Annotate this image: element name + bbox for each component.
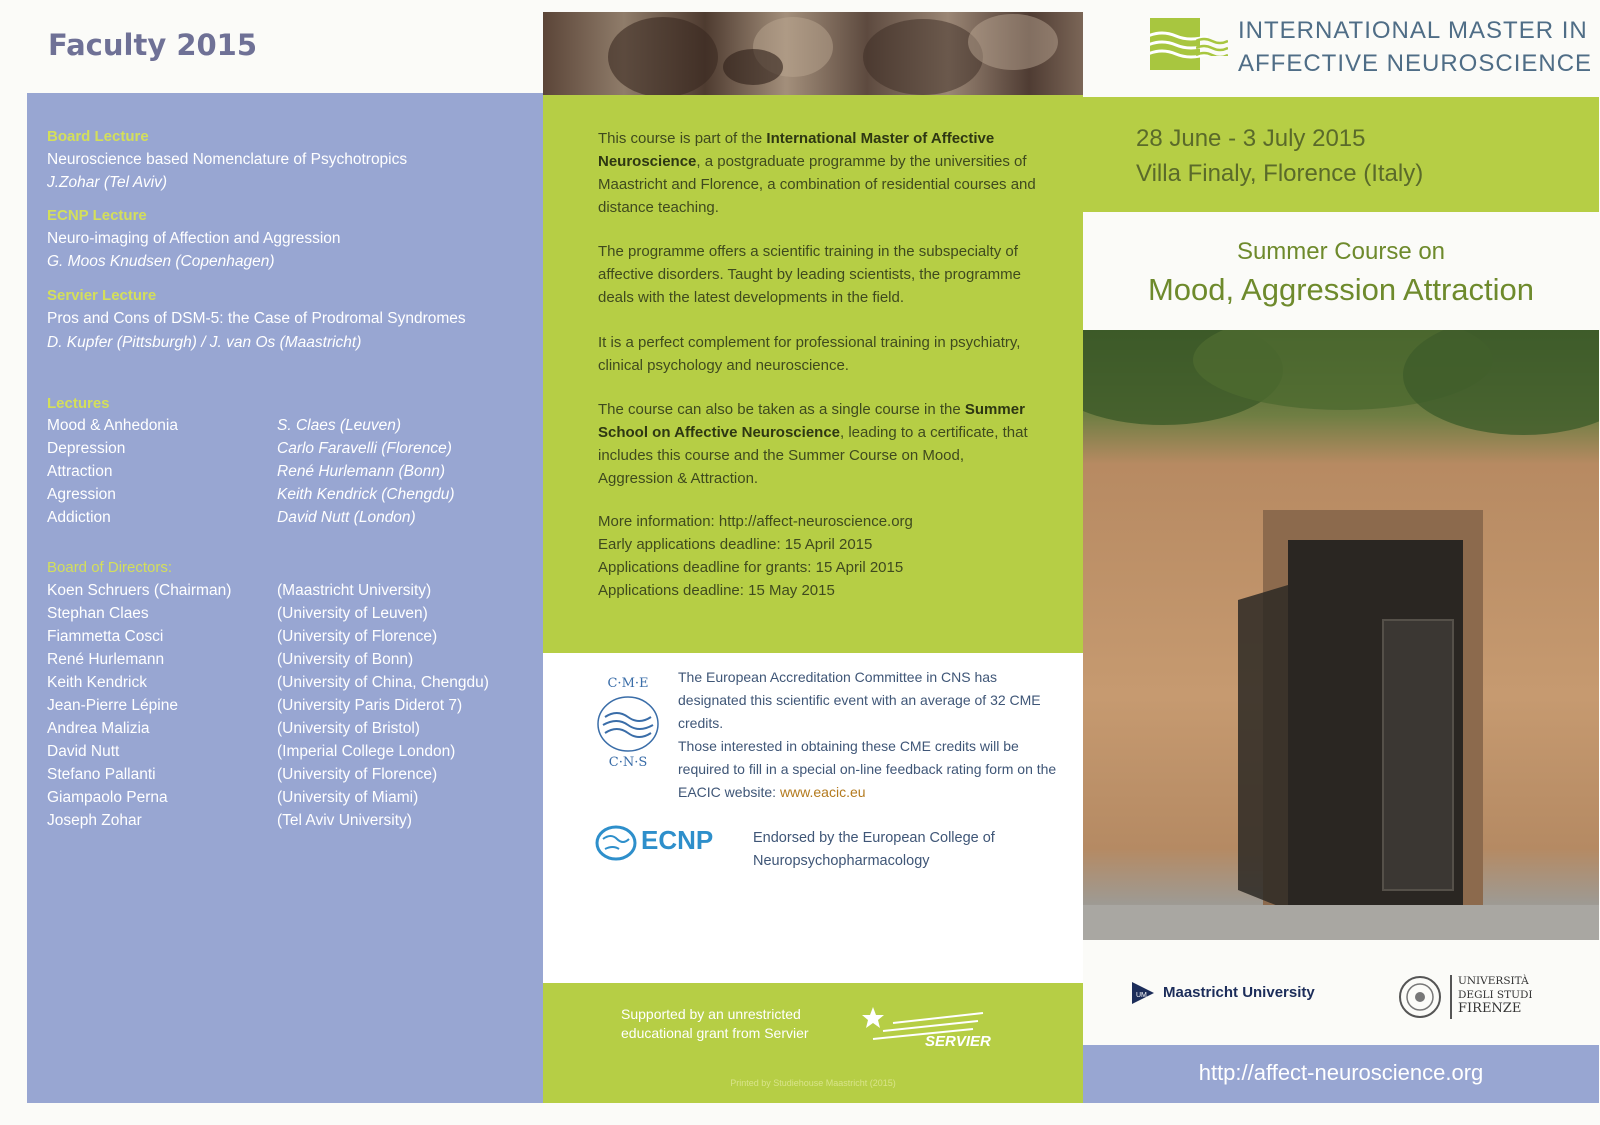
board-member-name: Stefano Pallanti xyxy=(47,766,156,783)
programme-paragraph xyxy=(598,127,1038,219)
board-member-name: Jean-Pierre Lépine xyxy=(47,697,178,714)
firenze-seal-icon xyxy=(1398,975,1442,1019)
date-venue-panel xyxy=(1083,97,1599,212)
board-member-name: René Hurlemann xyxy=(47,651,165,668)
sponsor-panel xyxy=(543,983,1083,1103)
sculpture-image xyxy=(543,12,1083,95)
programme-name: International Master of Affective Neuroscience xyxy=(598,130,995,170)
board-member-affiliation: (University of China, Chengdu) xyxy=(277,674,489,691)
training-paragraph: The programme offers a scientific training in the subspecialty of affective disorders. Taught by leading scientists, the programme deals with the latest developments in the field. xyxy=(598,243,1022,306)
sculpture-photo-strip xyxy=(543,12,1083,95)
board-member-name: Giampaolo Perna xyxy=(47,789,168,806)
eacic-link[interactable]: www.eacic.eu xyxy=(779,784,866,800)
cme-logo-top: C·M·E xyxy=(607,676,649,691)
master-title-line: INTERNATIONAL MASTER IN xyxy=(1238,17,1588,44)
text-run: , leading to a certificate, that includes this course and the Summer Course on Mood, Aggression & Attraction. xyxy=(598,424,1028,487)
course-description-panel xyxy=(543,95,1083,653)
board-member-affiliation: (University Paris Diderot 7) xyxy=(277,697,463,714)
board-member-affiliation: (University of Florence) xyxy=(277,628,438,645)
website-url[interactable]: http://affect-neuroscience.org xyxy=(1198,1060,1484,1085)
cme-credits-text: The European Accreditation Committee in CNS has designated this scientific event with an average of 32 CME credits. xyxy=(678,669,1041,731)
board-member-name: Keith Kendrick xyxy=(47,674,147,691)
servier-lecture-title: Pros and Cons of DSM-5: the Case of Prodromal Syndromes xyxy=(47,310,466,327)
maastricht-logo-letters: UM xyxy=(1136,992,1147,999)
lecture-topic: Addiction xyxy=(47,509,111,526)
board-member-affiliation: (University of Leuven) xyxy=(277,605,428,622)
accreditation-panel xyxy=(543,653,1083,983)
faculty-title: Faculty 2015 xyxy=(48,28,258,62)
master-title xyxy=(1238,14,1592,80)
lecture-speaker: René Hurlemann (Bonn) xyxy=(277,463,446,480)
lecture-topic: Attraction xyxy=(47,463,113,480)
lecture-speaker: S. Claes (Leuven) xyxy=(277,417,402,434)
master-title-line: AFFECTIVE NEUROSCIENCE xyxy=(1238,50,1593,77)
text-run: , a postgraduate programme by the universities of Maastricht and Florence, a combination of residential courses and distance teaching. xyxy=(598,153,1036,216)
ecnp-lecture-heading: ECNP Lecture xyxy=(47,207,147,224)
faculty-panel xyxy=(27,93,543,1103)
firenze-line: UNIVERSITÀ xyxy=(1458,975,1529,987)
board-member-name: David Nutt xyxy=(47,743,120,760)
text-run: The course can also be taken as a single course in the xyxy=(598,401,965,418)
board-member-name: Joseph Zohar xyxy=(47,812,142,829)
lecture-speaker: Carlo Faravelli (Florence) xyxy=(277,440,452,457)
board-member-affiliation: (Imperial College London) xyxy=(277,743,456,760)
board-member-name: Koen Schruers (Chairman) xyxy=(47,582,232,599)
firenze-logo-text xyxy=(1458,974,1533,1016)
cme-logo-bottom: C·N·S xyxy=(608,755,648,770)
board-member-name: Stephan Claes xyxy=(47,605,149,622)
ecnp-lecture-speaker: G. Moos Knudsen (Copenhagen) xyxy=(47,253,275,270)
villa-door-image xyxy=(1083,330,1599,940)
complement-paragraph: It is a perfect complement for professional training in psychiatry, clinical psychology and neuroscience. xyxy=(598,334,1021,374)
lecture-topic: Mood & Anhedonia xyxy=(47,417,178,434)
master-logo-icon xyxy=(1150,18,1200,70)
info-line: More information: http://affect-neuroscience.org xyxy=(598,513,913,530)
ecnp-lecture-title: Neuro-imaging of Affection and Aggression xyxy=(47,230,341,247)
maastricht-university-logo: Maastricht University xyxy=(1163,984,1315,1001)
maastricht-logo-icon xyxy=(1132,982,1154,1004)
printed-by-text: Printed by Studiehouse Maastricht (2015) xyxy=(730,1078,896,1088)
master-logo-waves-icon xyxy=(1196,36,1228,56)
course-dates: 28 June - 3 July 2015 xyxy=(1136,125,1366,152)
board-member-affiliation: (University of Bristol) xyxy=(277,720,420,737)
firenze-line: DEGLI STUDI xyxy=(1458,989,1533,1001)
deadline-line: Applications deadline for grants: 15 April 2015 xyxy=(598,559,904,576)
board-member-name: Andrea Malizia xyxy=(47,720,150,737)
summer-school-name: Summer School on Affective Neuroscience xyxy=(598,401,1025,441)
firenze-divider xyxy=(1450,975,1452,1019)
summer-school-paragraph xyxy=(598,398,1038,490)
cme-feedback-text: Those interested in obtaining these CME credits will be required to fill in a special on-line feedback rating form on the EACIC website: xyxy=(678,738,1057,800)
servier-lecture-speaker: D. Kupfer (Pittsburgh) / J. van Os (Maastricht) xyxy=(47,334,362,351)
board-member-affiliation: (University of Bonn) xyxy=(277,651,414,668)
lecture-topic: Agression xyxy=(47,486,116,503)
firenze-line: FIRENZE xyxy=(1458,1001,1522,1016)
board-member-affiliation: (University of Florence) xyxy=(277,766,438,783)
board-member-affiliation: (University of Miami) xyxy=(277,789,419,806)
board-heading: Board of Directors: xyxy=(47,559,173,576)
board-lecture-title: Neuroscience based Nomenclature of Psychotropics xyxy=(47,151,408,168)
course-title: Mood, Aggression Attraction xyxy=(1147,272,1534,307)
servier-logo-text: SERVIER xyxy=(925,1033,991,1050)
text-run: This course is part of the xyxy=(598,130,767,147)
ecnp-globe-icon xyxy=(595,825,637,861)
board-member-affiliation: (Maastricht University) xyxy=(277,582,432,599)
cme-cns-logo-icon xyxy=(595,695,661,753)
servier-lecture-heading: Servier Lecture xyxy=(47,287,157,304)
board-member-affiliation: (Tel Aviv University) xyxy=(277,812,412,829)
lectures-heading: Lectures xyxy=(47,395,110,412)
ecnp-logo-text: ECNP xyxy=(641,825,714,855)
board-lecture-heading: Board Lecture xyxy=(47,128,149,145)
board-member-name: Fiammetta Cosci xyxy=(47,628,164,645)
deadline-line: Applications deadline: 15 May 2015 xyxy=(598,582,835,599)
board-lecture-speaker: J.Zohar (Tel Aviv) xyxy=(47,174,168,191)
villa-door-photo xyxy=(1083,330,1599,940)
lecture-speaker: David Nutt (London) xyxy=(277,509,416,526)
cme-accreditation-text xyxy=(678,666,1058,804)
lecture-topic: Depression xyxy=(47,440,126,457)
sponsor-text: Supported by an unrestricted educational grant from Servier xyxy=(621,1006,809,1041)
ecnp-endorsement-text: Endorsed by the European College of Neuropsychopharmacology xyxy=(753,830,995,869)
course-subtitle: Summer Course on xyxy=(1236,238,1446,265)
course-venue: Villa Finaly, Florence (Italy) xyxy=(1136,160,1424,187)
lecture-speaker: Keith Kendrick (Chengdu) xyxy=(277,486,455,503)
deadline-line: Early applications deadline: 15 April 2015 xyxy=(598,536,873,553)
